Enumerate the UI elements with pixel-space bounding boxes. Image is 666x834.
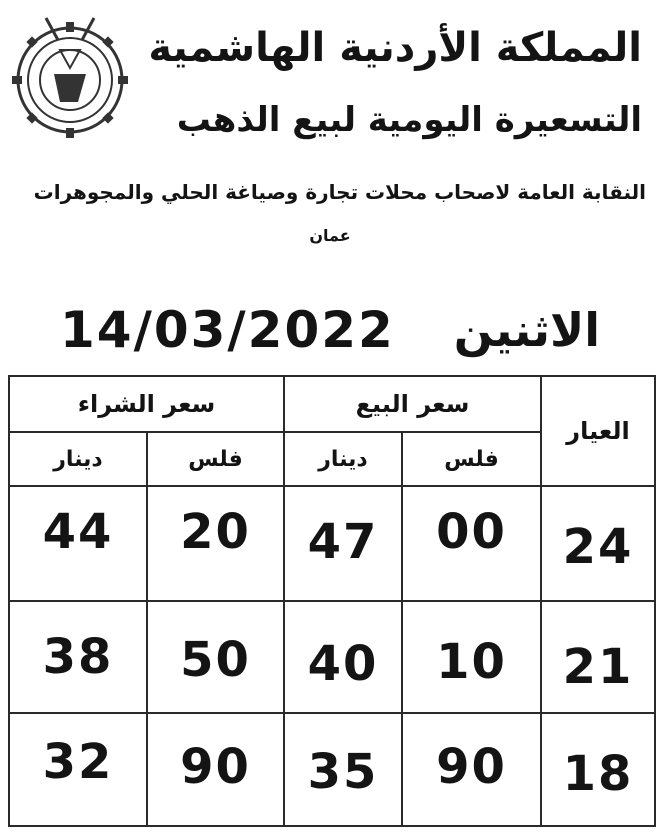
sell-fils-cell: 90 (436, 739, 507, 795)
date-line (20, 290, 640, 370)
sell-fils-cell: 00 (436, 504, 507, 560)
sell-price-header: سعر البيع (355, 390, 470, 418)
karat-cell: 24 (562, 519, 634, 575)
price-table (8, 375, 656, 827)
karat-header: العيار (566, 417, 630, 445)
sell-dinar-cell: 47 (307, 514, 379, 570)
buy-dinar-cell: 32 (42, 734, 114, 790)
buy-dinar-cell: 44 (42, 504, 114, 560)
daily-pricing-title: التسعيرة اليومية لبيع الذهب (176, 100, 642, 140)
day-name: الاثنين (453, 303, 600, 357)
kingdom-title: المملكة الأردنية الهاشمية (148, 25, 642, 71)
sell-fils-cell: 10 (436, 634, 507, 690)
buy-fils-cell: 20 (180, 504, 251, 560)
date-value: 14/03/2022 (60, 301, 395, 359)
sell-dinar-label: دينار (318, 446, 368, 472)
buy-fils-cell: 50 (180, 632, 251, 688)
buy-price-header: سعر الشراء (77, 390, 216, 418)
sell-dinar-cell: 35 (307, 744, 379, 800)
karat-cell: 18 (562, 746, 634, 802)
syndicate-seal-icon (6, 10, 134, 140)
sell-dinar-cell: 40 (307, 636, 379, 692)
buy-fils-label: فلس (188, 446, 243, 472)
buy-fils-cell: 90 (180, 739, 251, 795)
sell-fils-label: فلس (444, 446, 499, 472)
karat-cell: 21 (562, 639, 634, 695)
buy-dinar-label: دينار (53, 446, 103, 472)
buy-dinar-cell: 38 (42, 629, 114, 685)
city-name: عمان (309, 226, 351, 245)
organization-name: النقابة العامة لاصحاب محلات تجارة وصياغة الحلي والمجوهرات (33, 180, 646, 204)
